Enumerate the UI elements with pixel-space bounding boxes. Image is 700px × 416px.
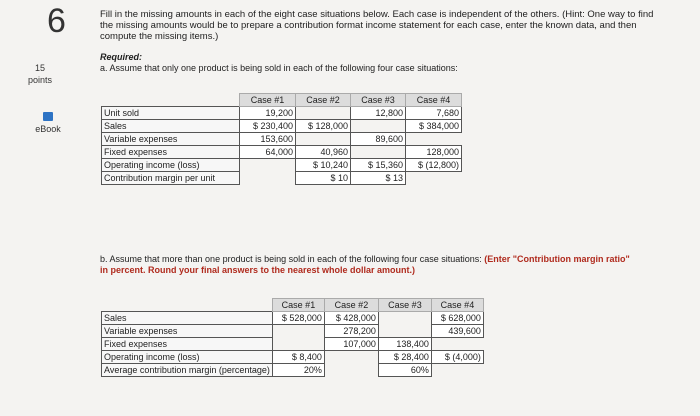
part-b-header-case-4: Case #4 <box>431 299 483 312</box>
part-b-cell-case-4[interactable]: $ (4,000) <box>431 351 483 364</box>
part-a-header-blank <box>102 94 240 107</box>
part-b-header-case-3: Case #3 <box>378 299 431 312</box>
part-a-cell-case-1[interactable]: 64,000 <box>240 146 296 159</box>
part-a-table-row <box>102 133 462 146</box>
part-b-row-label: Fixed expenses <box>102 338 273 351</box>
part-a-row-label: Sales <box>102 120 240 133</box>
part-a-cell-case-3[interactable]: $ 15,360 <box>351 159 406 172</box>
part-a-cell-case-4[interactable] <box>406 133 462 146</box>
part-a-table-row <box>102 120 462 133</box>
instructions-text: Fill in the missing amounts in each of the eight case situations below. Each case is independent of the others. (Hint: One way to find the missing amounts would be to prepare a contribution format income statement for each case, enter the known data, and then compute the missing items.) <box>100 9 654 42</box>
part-a-cell-case-4[interactable]: 7,680 <box>406 107 462 120</box>
part-b-row-label: Average contribution margin (percentage) <box>102 364 273 377</box>
part-a-row-label: Variable expenses <box>102 133 240 146</box>
part-a-cell-case-2[interactable]: $ 10 <box>296 172 351 185</box>
points-info <box>28 62 52 86</box>
part-a-row-label: Unit sold <box>102 107 240 120</box>
question-number: 6 <box>47 2 66 40</box>
part-b-cell-case-2[interactable] <box>324 351 378 364</box>
part-b-table-row <box>102 351 484 364</box>
part-b-header-row <box>102 299 484 312</box>
part-b-cell-case-1[interactable]: $ 8,400 <box>272 351 324 364</box>
part-b-prompt-bold: (Enter "Contribution margin ratio" in percent. Round your final answers to the nearest whole dollar amount.) <box>100 254 630 275</box>
part-a-header-case-1: Case #1 <box>240 94 296 107</box>
part-b-row-label: Variable expenses <box>102 325 273 338</box>
part-a-row-label: Operating income (loss) <box>102 159 240 172</box>
part-a-cell-case-1[interactable]: $ 230,400 <box>240 120 296 133</box>
part-b-cell-case-4[interactable]: $ 628,000 <box>431 312 483 325</box>
part-a-header-case-4: Case #4 <box>406 94 462 107</box>
part-b-cell-case-3[interactable]: 138,400 <box>378 338 431 351</box>
part-a-table-row <box>102 172 462 185</box>
part-b-prompt-plain: b. Assume that more than one product is being sold in each of the following four case situations: <box>100 254 485 264</box>
part-a-cell-case-3[interactable]: 12,800 <box>351 107 406 120</box>
part-b-header-case-2: Case #2 <box>324 299 378 312</box>
part-b-cell-case-1[interactable] <box>272 325 324 338</box>
part-b-header-blank <box>102 299 273 312</box>
part-b-cell-case-2[interactable]: $ 428,000 <box>324 312 378 325</box>
part-b-prompt <box>100 254 630 276</box>
part-b-table-row <box>102 325 484 338</box>
part-b-cell-case-1[interactable]: $ 528,000 <box>272 312 324 325</box>
points-label: points <box>28 75 53 85</box>
part-a-cell-case-1[interactable] <box>240 172 296 185</box>
part-a-cell-case-2[interactable]: $ 10,240 <box>296 159 351 172</box>
part-a-row-label: Contribution margin per unit <box>102 172 240 185</box>
part-a-cell-case-2[interactable] <box>296 107 351 120</box>
part-b-cell-case-2[interactable]: 278,200 <box>324 325 378 338</box>
part-a-cell-case-1[interactable]: 153,600 <box>240 133 296 146</box>
required-section <box>100 52 458 74</box>
part-a-cell-case-1[interactable] <box>240 159 296 172</box>
part-a-cell-case-3[interactable]: $ 13 <box>351 172 406 185</box>
part-b-table <box>101 298 484 377</box>
part-a-cell-case-4[interactable] <box>406 172 462 185</box>
part-b-cell-case-3[interactable] <box>378 325 431 338</box>
part-b-cell-case-3[interactable]: $ 28,400 <box>378 351 431 364</box>
part-b-cell-case-3[interactable]: 60% <box>378 364 431 377</box>
part-b-row-label: Operating income (loss) <box>102 351 273 364</box>
part-a-header-case-2: Case #2 <box>296 94 351 107</box>
part-a-table-row <box>102 146 462 159</box>
part-b-table-row <box>102 364 484 377</box>
part-b-table-row <box>102 312 484 325</box>
part-b-cell-case-1[interactable]: 20% <box>272 364 324 377</box>
part-b-cell-case-3[interactable] <box>378 312 431 325</box>
part-b-table-row <box>102 338 484 351</box>
part-a-cell-case-2[interactable] <box>296 133 351 146</box>
part-a-row-label: Fixed expenses <box>102 146 240 159</box>
part-a-prompt: a. Assume that only one product is being sold in each of the following four case situations: <box>100 63 458 73</box>
required-label: Required: <box>100 52 143 62</box>
points-value: 15 <box>35 63 46 73</box>
part-a-cell-case-4[interactable]: $ (12,800) <box>406 159 462 172</box>
part-a-cell-case-2[interactable]: 40,960 <box>296 146 351 159</box>
part-a-header-row <box>102 94 462 107</box>
ebook-label: eBook <box>35 124 61 134</box>
part-a-table <box>101 93 462 185</box>
part-b-cell-case-4[interactable]: 439,600 <box>431 325 483 338</box>
part-a-cell-case-2[interactable]: $ 128,000 <box>296 120 351 133</box>
part-b-cell-case-4[interactable] <box>431 338 483 351</box>
part-b-header-case-1: Case #1 <box>272 299 324 312</box>
part-b-cell-case-2[interactable] <box>324 364 378 377</box>
part-a-header-case-3: Case #3 <box>351 94 406 107</box>
part-b-cell-case-1[interactable] <box>272 338 324 351</box>
part-a-cell-case-4[interactable]: $ 384,000 <box>406 120 462 133</box>
part-b-row-label: Sales <box>102 312 273 325</box>
part-a-cell-case-3[interactable] <box>351 146 406 159</box>
part-b-cell-case-4[interactable] <box>431 364 483 377</box>
part-b-cell-case-2[interactable]: 107,000 <box>324 338 378 351</box>
ebook-link[interactable] <box>28 112 68 134</box>
part-a-cell-case-3[interactable]: 89,600 <box>351 133 406 146</box>
part-a-table-row <box>102 159 462 172</box>
part-a-table-row <box>102 107 462 120</box>
part-a-cell-case-4[interactable]: 128,000 <box>406 146 462 159</box>
part-a-cell-case-1[interactable]: 19,200 <box>240 107 296 120</box>
part-a-cell-case-3[interactable] <box>351 120 406 133</box>
book-icon <box>43 112 53 121</box>
